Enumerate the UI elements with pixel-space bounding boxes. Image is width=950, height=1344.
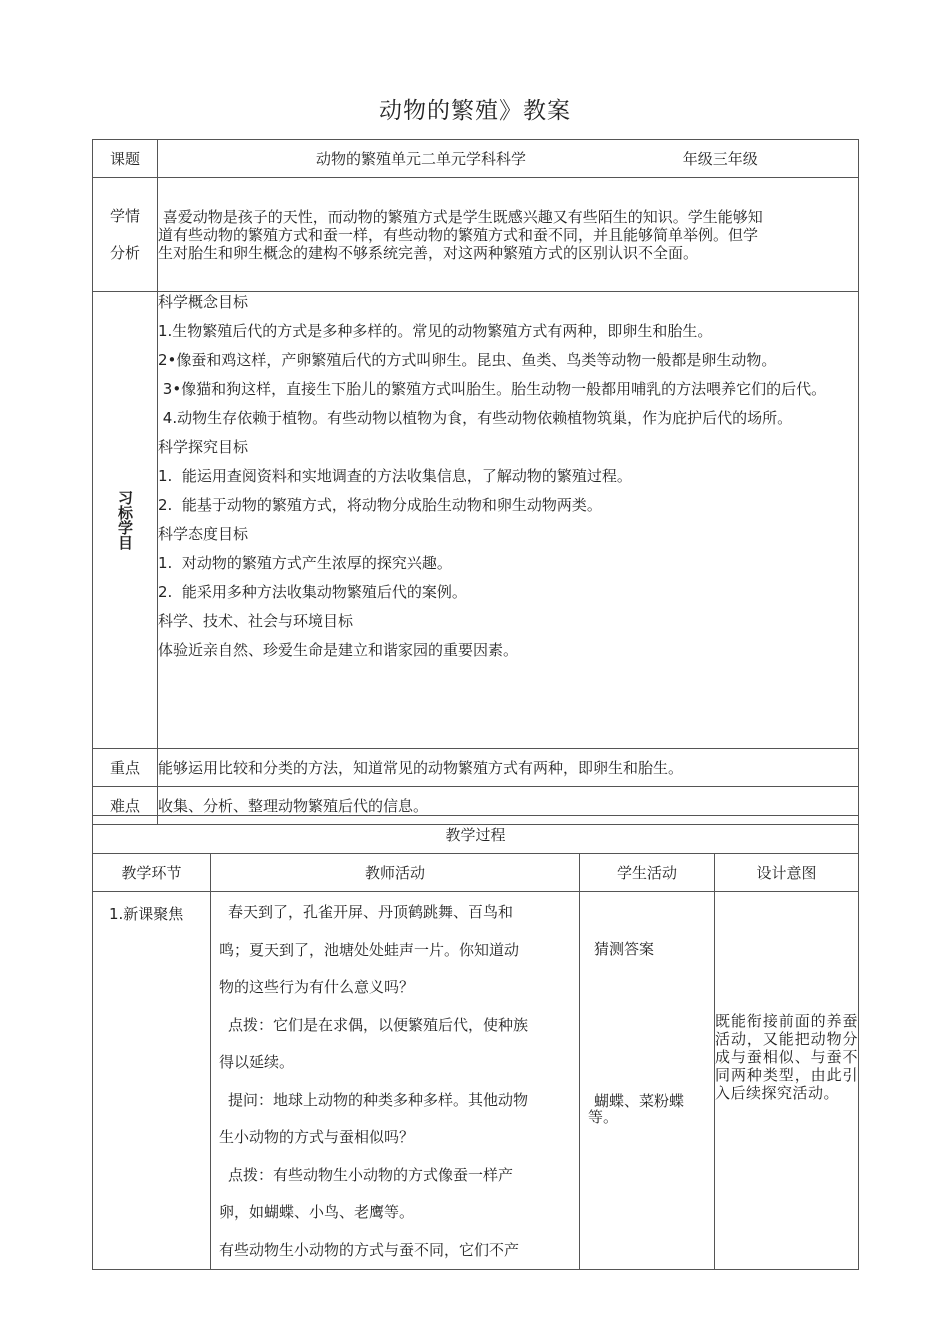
course-grade: 年级三年级 [682,149,758,168]
goal-item: 2•像蚕和鸡这样，产卵繁殖后代的方式叫卵生。昆虫、鱼类、鸟类等动物一般都是卵生动物。 [158,351,777,369]
goal-item: 3•像猫和狗这样，直接生下胎儿的繁殖方式叫胎生。胎生动物一般都用哺乳的方法喂养它们的后代。 [158,380,827,398]
course-label: 课题 [93,140,158,178]
header-student: 学生活动 [580,854,715,892]
analysis-line: 道有些动物的繁殖方式和蚕一样，有些动物的繁殖方式和蚕不同，并且能够简单举例。但学 [158,225,759,244]
process-row-1 [93,892,859,1270]
goal-item: 4.动物生存依赖于植物。有些动物以植物为食，有些动物依赖植物筑巢，作为庇护后代的场所。 [158,409,793,427]
key-point-row [93,749,859,787]
goal-item: 2. 能基于动物的繁殖方式，将动物分成胎生动物和卵生动物两类。 [158,496,602,514]
stage-cell: 1.新课聚焦 [93,892,211,1270]
course-row [93,140,859,178]
analysis-label [93,178,158,292]
teacher-line: 得以延续。 [219,1053,295,1071]
design-intent-cell: 既能衔接前面的养蚕活动，又能把动物分成与蚕相似、与蚕不同两种类型，由此引入后续探究活动。 [715,892,859,1270]
process-title: 教学过程 [93,816,859,854]
goals-content [158,292,859,749]
goals-heading-concept: 科学概念目标 [158,293,249,311]
teacher-line: 提问：地球上动物的种类多种多样。其他动物 [228,1090,529,1109]
goal-item: 2. 能采用多种方法收集动物繁殖后代的案例。 [158,583,467,601]
course-cell [158,140,859,178]
goals-heading-attitude: 科学态度目标 [158,525,249,543]
header-intent: 设计意图 [715,854,859,892]
goals-label [93,292,158,749]
goals-heading-stse: 科学、技术、社会与环境目标 [158,612,354,630]
goals-label-text: 习标学目 [116,490,134,550]
goal-item: 体验近亲自然、珍爱生命是建立和谐家园的重要因素。 [158,641,519,659]
student-answer-1: 猜测答案 [594,940,655,958]
analysis-text [158,178,859,292]
teacher-line: 点拨：有些动物生小动物的方式像蚕一样产 [228,1165,514,1184]
teaching-process-table [92,815,859,1270]
goals-heading-inquiry: 科学探究目标 [158,438,249,456]
document-title: 动物的繁殖》教案 [379,98,571,124]
teacher-line: 鸣；夏天到了，池塘处处蛙声一片。你知道动 [219,940,520,959]
teacher-line: 物的这些行为有什么意义吗？ [219,978,415,996]
analysis-label-line-1: 学情 [109,206,140,225]
analysis-label-line-2: 分析 [109,243,140,262]
goal-item: 1. 能运用查阅资料和实地调查的方法收集信息，了解动物的繁殖过程。 [158,467,632,485]
student-answer-2-cont: 等。 [588,1108,619,1126]
teacher-line: 春天到了，孔雀开屏、丹顶鹤跳舞、百鸟和 [228,903,514,921]
difficulty-text: 收集、分析、整理动物繁殖后代的信息。 [158,787,859,825]
lesson-info-table [92,139,859,825]
goals-row [93,292,859,749]
student-activity-cell [580,892,715,1270]
teacher-line: 生小动物的方式与蚕相似吗？ [219,1128,415,1146]
teacher-line: 点拨：它们是在求偶，以便繁殖后代，使种族 [228,1015,529,1034]
student-answer-2: 蝴蝶、菜粉蝶 [594,1092,685,1110]
header-teacher: 教师活动 [211,854,580,892]
difficulty-label: 难点 [93,787,158,825]
course-topic: 动物的繁殖单元二单元学科科学 [316,149,527,168]
analysis-row [93,178,859,292]
teacher-line: 卵，如蝴蝶、小鸟、老鹰等。 [219,1203,415,1221]
process-header-row [93,854,859,892]
header-stage: 教学环节 [93,854,211,892]
teacher-activity-cell [211,892,580,1270]
goal-item: 1. 对动物的繁殖方式产生浓厚的探究兴趣。 [158,554,452,572]
goal-item: 1.生物繁殖后代的方式是多种多样的。常见的动物繁殖方式有两种，即卵生和胎生。 [158,322,713,340]
process-title-row [93,816,859,854]
analysis-line: 喜爱动物是孩子的天性，而动物的繁殖方式是学生既感兴趣又有些陌生的知识。学生能够知 [158,207,763,226]
analysis-line: 生对胎生和卵生概念的建构不够系统完善，对这两种繁殖方式的区别认识不全面。 [158,243,699,262]
key-point-text: 能够运用比较和分类的方法，知道常见的动物繁殖方式有两种，即卵生和胎生。 [158,749,859,787]
key-point-label: 重点 [93,749,158,787]
teacher-line: 有些动物生小动物的方式与蚕不同，它们不产 [219,1240,520,1259]
